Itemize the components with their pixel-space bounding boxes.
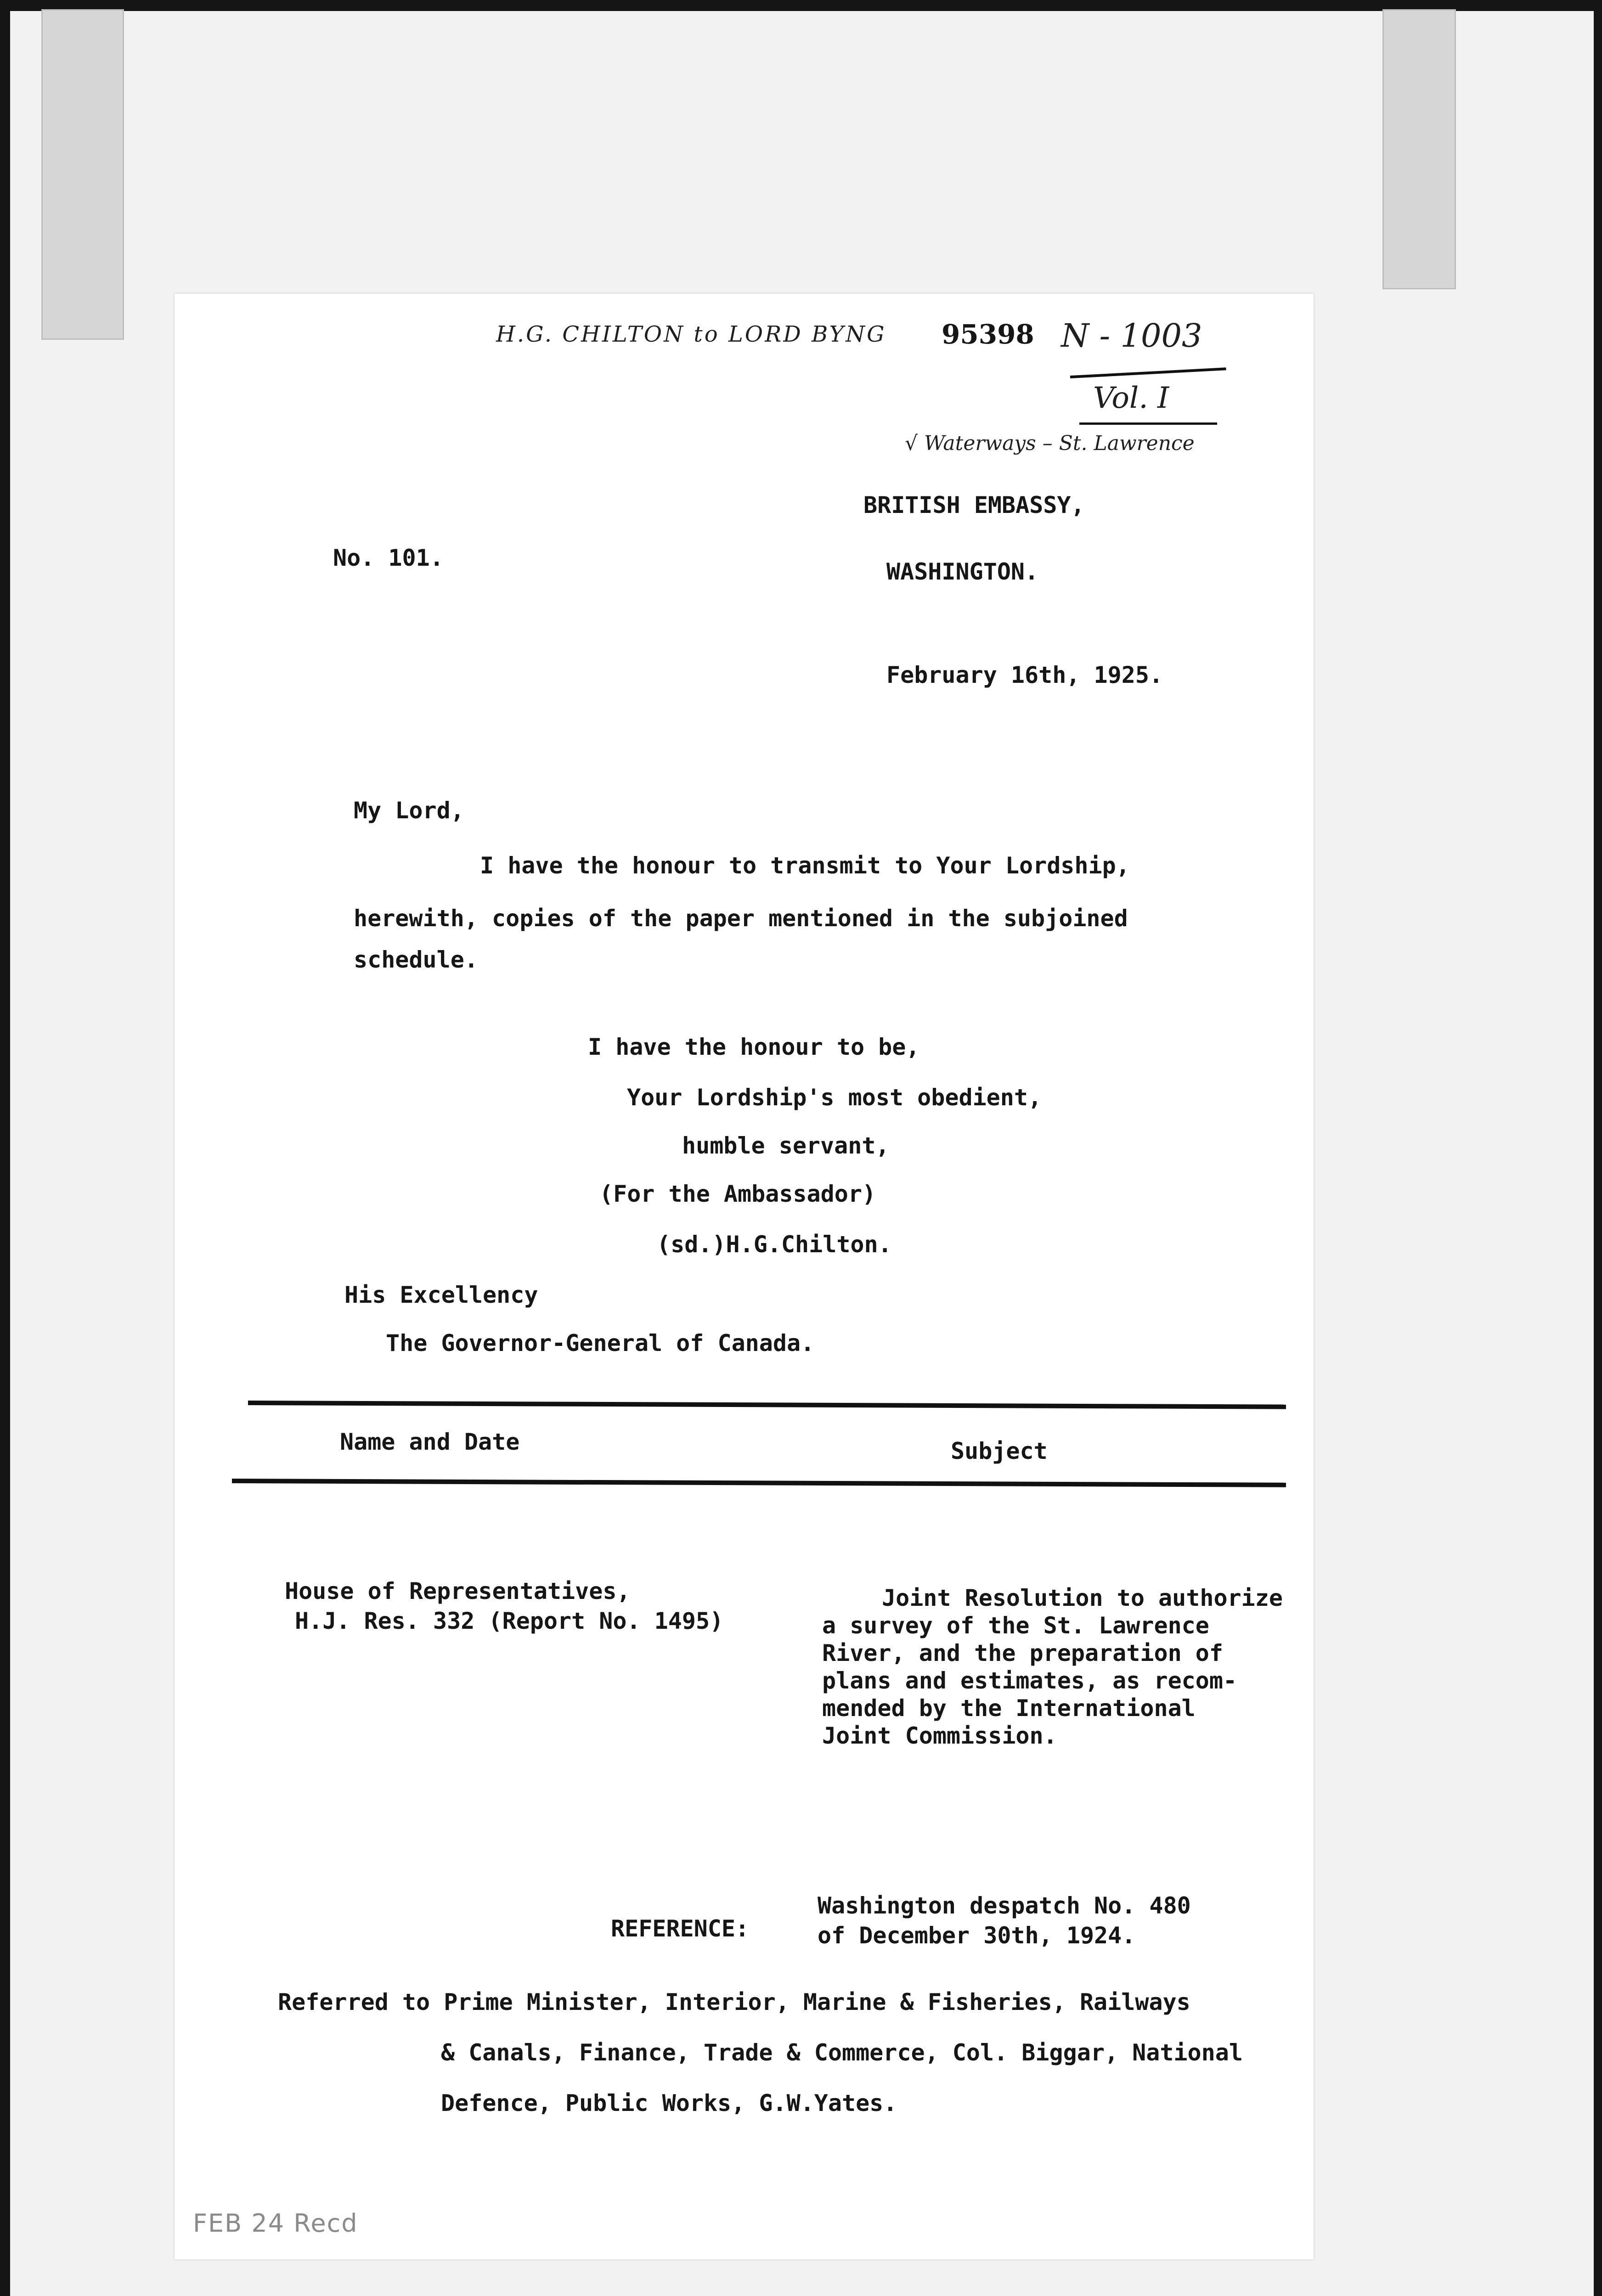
scan-frame-top bbox=[0, 0, 1602, 11]
body-line-3: schedule. bbox=[354, 946, 478, 973]
letter-date: February 16th, 1925. bbox=[886, 662, 1163, 688]
file-number: 95398 bbox=[942, 319, 1034, 350]
handwritten-volume: Vol. I bbox=[1093, 381, 1169, 415]
volume-underline bbox=[1079, 422, 1217, 425]
schedule-subject-line-5: mended by the International bbox=[822, 1695, 1196, 1722]
tape-strip-top-right bbox=[1382, 9, 1456, 289]
file-reference-underline bbox=[1070, 367, 1226, 378]
schedule-name-line-2: H.J. Res. 332 (Report No. 1495) bbox=[295, 1608, 724, 1634]
schedule-subject-line-6: Joint Commission. bbox=[822, 1722, 1057, 1749]
schedule-col-subject-header: Subject bbox=[951, 1438, 1048, 1464]
schedule-subject-line-3: River, and the preparation of bbox=[822, 1640, 1223, 1666]
handwritten-correspondents: H.G. CHILTON to LORD BYNG bbox=[496, 321, 886, 347]
despatch-number: No. 101. bbox=[333, 545, 444, 571]
schedule-col-name-header: Name and Date bbox=[340, 1429, 520, 1455]
scan-frame-right bbox=[1594, 0, 1602, 2296]
schedule-subject-line-4: plans and estimates, as recom- bbox=[822, 1667, 1237, 1694]
closing-line-2: Your Lordship's most obedient, bbox=[627, 1084, 1042, 1111]
referred-line-1: Referred to Prime Minister, Interior, Marine & Fisheries, Railways bbox=[278, 1989, 1190, 2015]
closing-line-1: I have the honour to be, bbox=[588, 1034, 920, 1060]
received-stamp: FEB 24 Recd bbox=[193, 2209, 358, 2238]
addressee-title: His Excellency bbox=[344, 1282, 538, 1308]
embassy-name: BRITISH EMBASSY, bbox=[863, 492, 1085, 518]
body-line-1: I have the honour to transmit to Your Lordship, bbox=[480, 852, 1130, 879]
signature-line: (sd.)H.G.Chilton. bbox=[657, 1231, 892, 1258]
referred-line-3: Defence, Public Works, G.W.Yates. bbox=[441, 2090, 897, 2116]
letter-page bbox=[175, 294, 1314, 2259]
closing-line-3: humble servant, bbox=[682, 1132, 890, 1159]
scan-frame-left bbox=[0, 0, 10, 2296]
referred-line-2: & Canals, Finance, Trade & Commerce, Col. Biggar, National bbox=[441, 2039, 1243, 2066]
reference-line-1: Washington despatch No. 480 bbox=[818, 1892, 1191, 1919]
handwritten-subject-note: √ Waterways – St. Lawrence bbox=[905, 432, 1195, 455]
schedule-top-rule bbox=[248, 1401, 1286, 1409]
body-line-2: herewith, copies of the paper mentioned in the subjoined bbox=[354, 905, 1128, 932]
reference-line-2: of December 30th, 1924. bbox=[818, 1922, 1136, 1949]
addressee-name: The Governor-General of Canada. bbox=[386, 1330, 815, 1356]
schedule-subject-line-2: a survey of the St. Lawrence bbox=[822, 1612, 1209, 1639]
reference-label: REFERENCE: bbox=[611, 1915, 750, 1942]
handwritten-file-reference: N - 1003 bbox=[1061, 317, 1202, 355]
schedule-name-line-1: House of Representatives, bbox=[285, 1578, 631, 1604]
schedule-bottom-rule bbox=[232, 1479, 1286, 1487]
salutation: My Lord, bbox=[354, 797, 464, 824]
tape-strip-top-left bbox=[41, 9, 124, 340]
schedule-subject-line-1: Joint Resolution to authorize bbox=[882, 1585, 1283, 1611]
closing-line-4: (For the Ambassador) bbox=[599, 1181, 876, 1207]
embassy-city: WASHINGTON. bbox=[886, 558, 1039, 585]
